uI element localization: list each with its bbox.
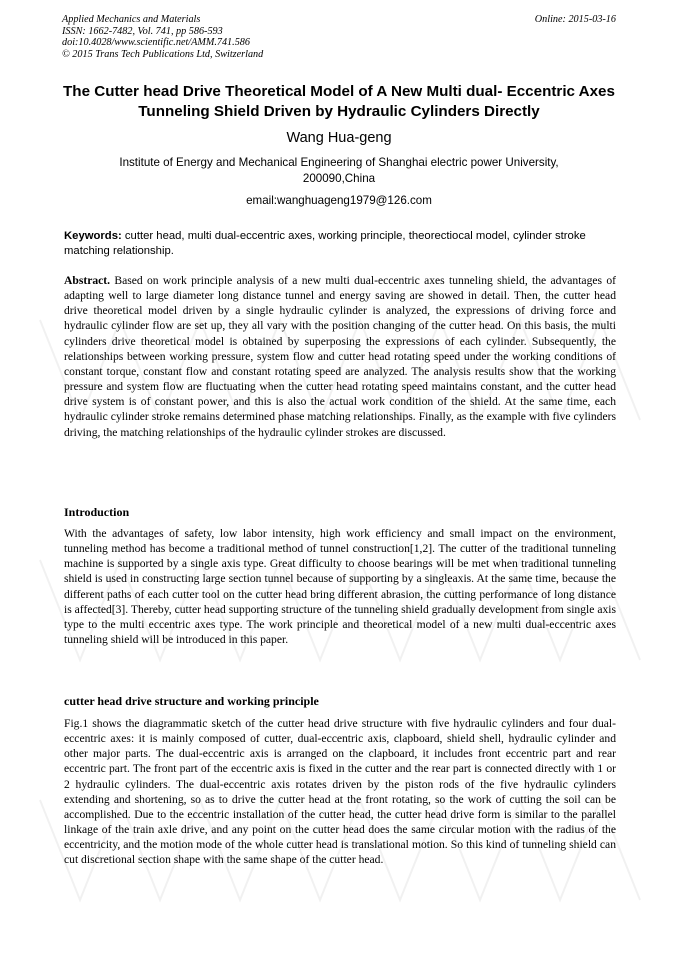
online-date: Online: 2015-03-16 (534, 14, 616, 25)
author-affiliation: Institute of Energy and Mechanical Engineering of Shanghai electric power University, 200090,China (119, 156, 559, 185)
introduction-heading: Introduction (64, 505, 130, 519)
publication-metadata (62, 14, 616, 60)
abstract-label: Abstract. (64, 274, 111, 287)
paper-title: The Cutter head Drive Theoretical Model of A New Multi dual- Eccentric Axes Tunneling Shield Driven by Hydraulic Cylinders Directly (63, 83, 615, 120)
abstract-text: Based on work principle analysis of a new multi dual-eccentric axes tunneling shield, the advantages of adapting well to large diameter long distance tunnel and energy saving are showed in detail. Then, the cutter head drive theoretical model driven by a single hydraulic cylinder is analyzed, the expressions of driving force and hydraulic cylinder flow are set up, they all vary with the position changing of the cutter head. On this basis, the multi cylinders drive theoretical model is obtained by superposing the expressions of each cylinder. Subsequently, the relationships between working pressure, system flow and cutter head rotating speed under the working conditions of constant torque, constant flow and constant rotating speed are analyzed. The analysis results show that the working pressure and system flow are fluctuating when the cutter head rotating speed maintains constant, and the cutter head drive system is of constant power, and this is also the actual work condition of the shield. At the same time, each hydraulic cylinder stroke remains determined phase matching relationships. Finally, as the example with five cylinders driving, the matching relationships of the hydraulic cylinder strokes are discussed. (64, 274, 616, 439)
keywords-text: cutter head, multi dual-eccentric axes, working principle, theorectiocal model, cylinder stroke matching relationship. (64, 230, 586, 257)
author-email: email:wanghuageng1979@126.com (246, 194, 432, 207)
author-name: Wang Hua-geng (286, 130, 392, 146)
journal-name: Applied Mechanics and Materials (62, 14, 201, 25)
keywords (64, 229, 616, 259)
introduction-text: With the advantages of safety, low labor intensity, high work efficiency and small impact on the environment, tunneling method has become a traditional method of tunnel construction[1,2]. The cutter of the traditional tunneling machine is supported by a single axis type. Great difficulty to choose bearings will be met when traditional tunneling shield is used in constructing large section tunnel because of supporting by a singleaxis. At the same time, because the different paths of each cutter tool on the cutter head bring different abrasion, the cutting performance of long distance is affected[3]. Thereby, cutter head supporting structure of the tunneling shield gradually development from single axis type to the multi eccentric axes type. The work principle and theoretical model of a new multi dual-eccentric axes tunneling shield will be introduced in this paper. (64, 527, 616, 647)
copyright-line: © 2015 Trans Tech Publications Ltd, Switzerland (62, 48, 264, 60)
section-text: Fig.1 shows the diagrammatic sketch of the cutter head drive structure with five hydraulic cylinders and four dual-eccentric axes: it is mainly composed of cutter, dual-eccentric axis, clapboard, shield shell, hydraulic cylinder and other major parts. The dual-eccentric axis is arranged on the clapboard, it includes front eccentric part and rear eccentric part. The front part of the eccentric axis is fixed in the cutter and the rear part is connected directly with 1 or 2 hydraulic cylinders. The dual-eccentric axis rotates driven by the piston rods of the five hydraulic cylinders extending and shortening, so as to drive the cutter head at the front rotating, so the work of cutting the soil can be accomplished. Due to the eccentric installation of the cutter head, the cutter head drive form is similar to the parallel linkage of the train axle drive, and any point on the cutter head does the same circular motion with the radius of the eccentricity, and the motion mode of the whole cutter head is translational motion. So this kind of tunneling shield can cut discretional section shape with the same shape of the cutter head. (64, 717, 616, 867)
section-heading: cutter head drive structure and working principle (64, 694, 319, 708)
doi-line: doi:10.4028/www.scientific.net/AMM.741.586 (62, 37, 250, 49)
issn-line: ISSN: 1662-7482, Vol. 741, pp 586-593 (62, 25, 223, 37)
keywords-label: Keywords: (64, 230, 122, 242)
abstract (64, 273, 616, 440)
